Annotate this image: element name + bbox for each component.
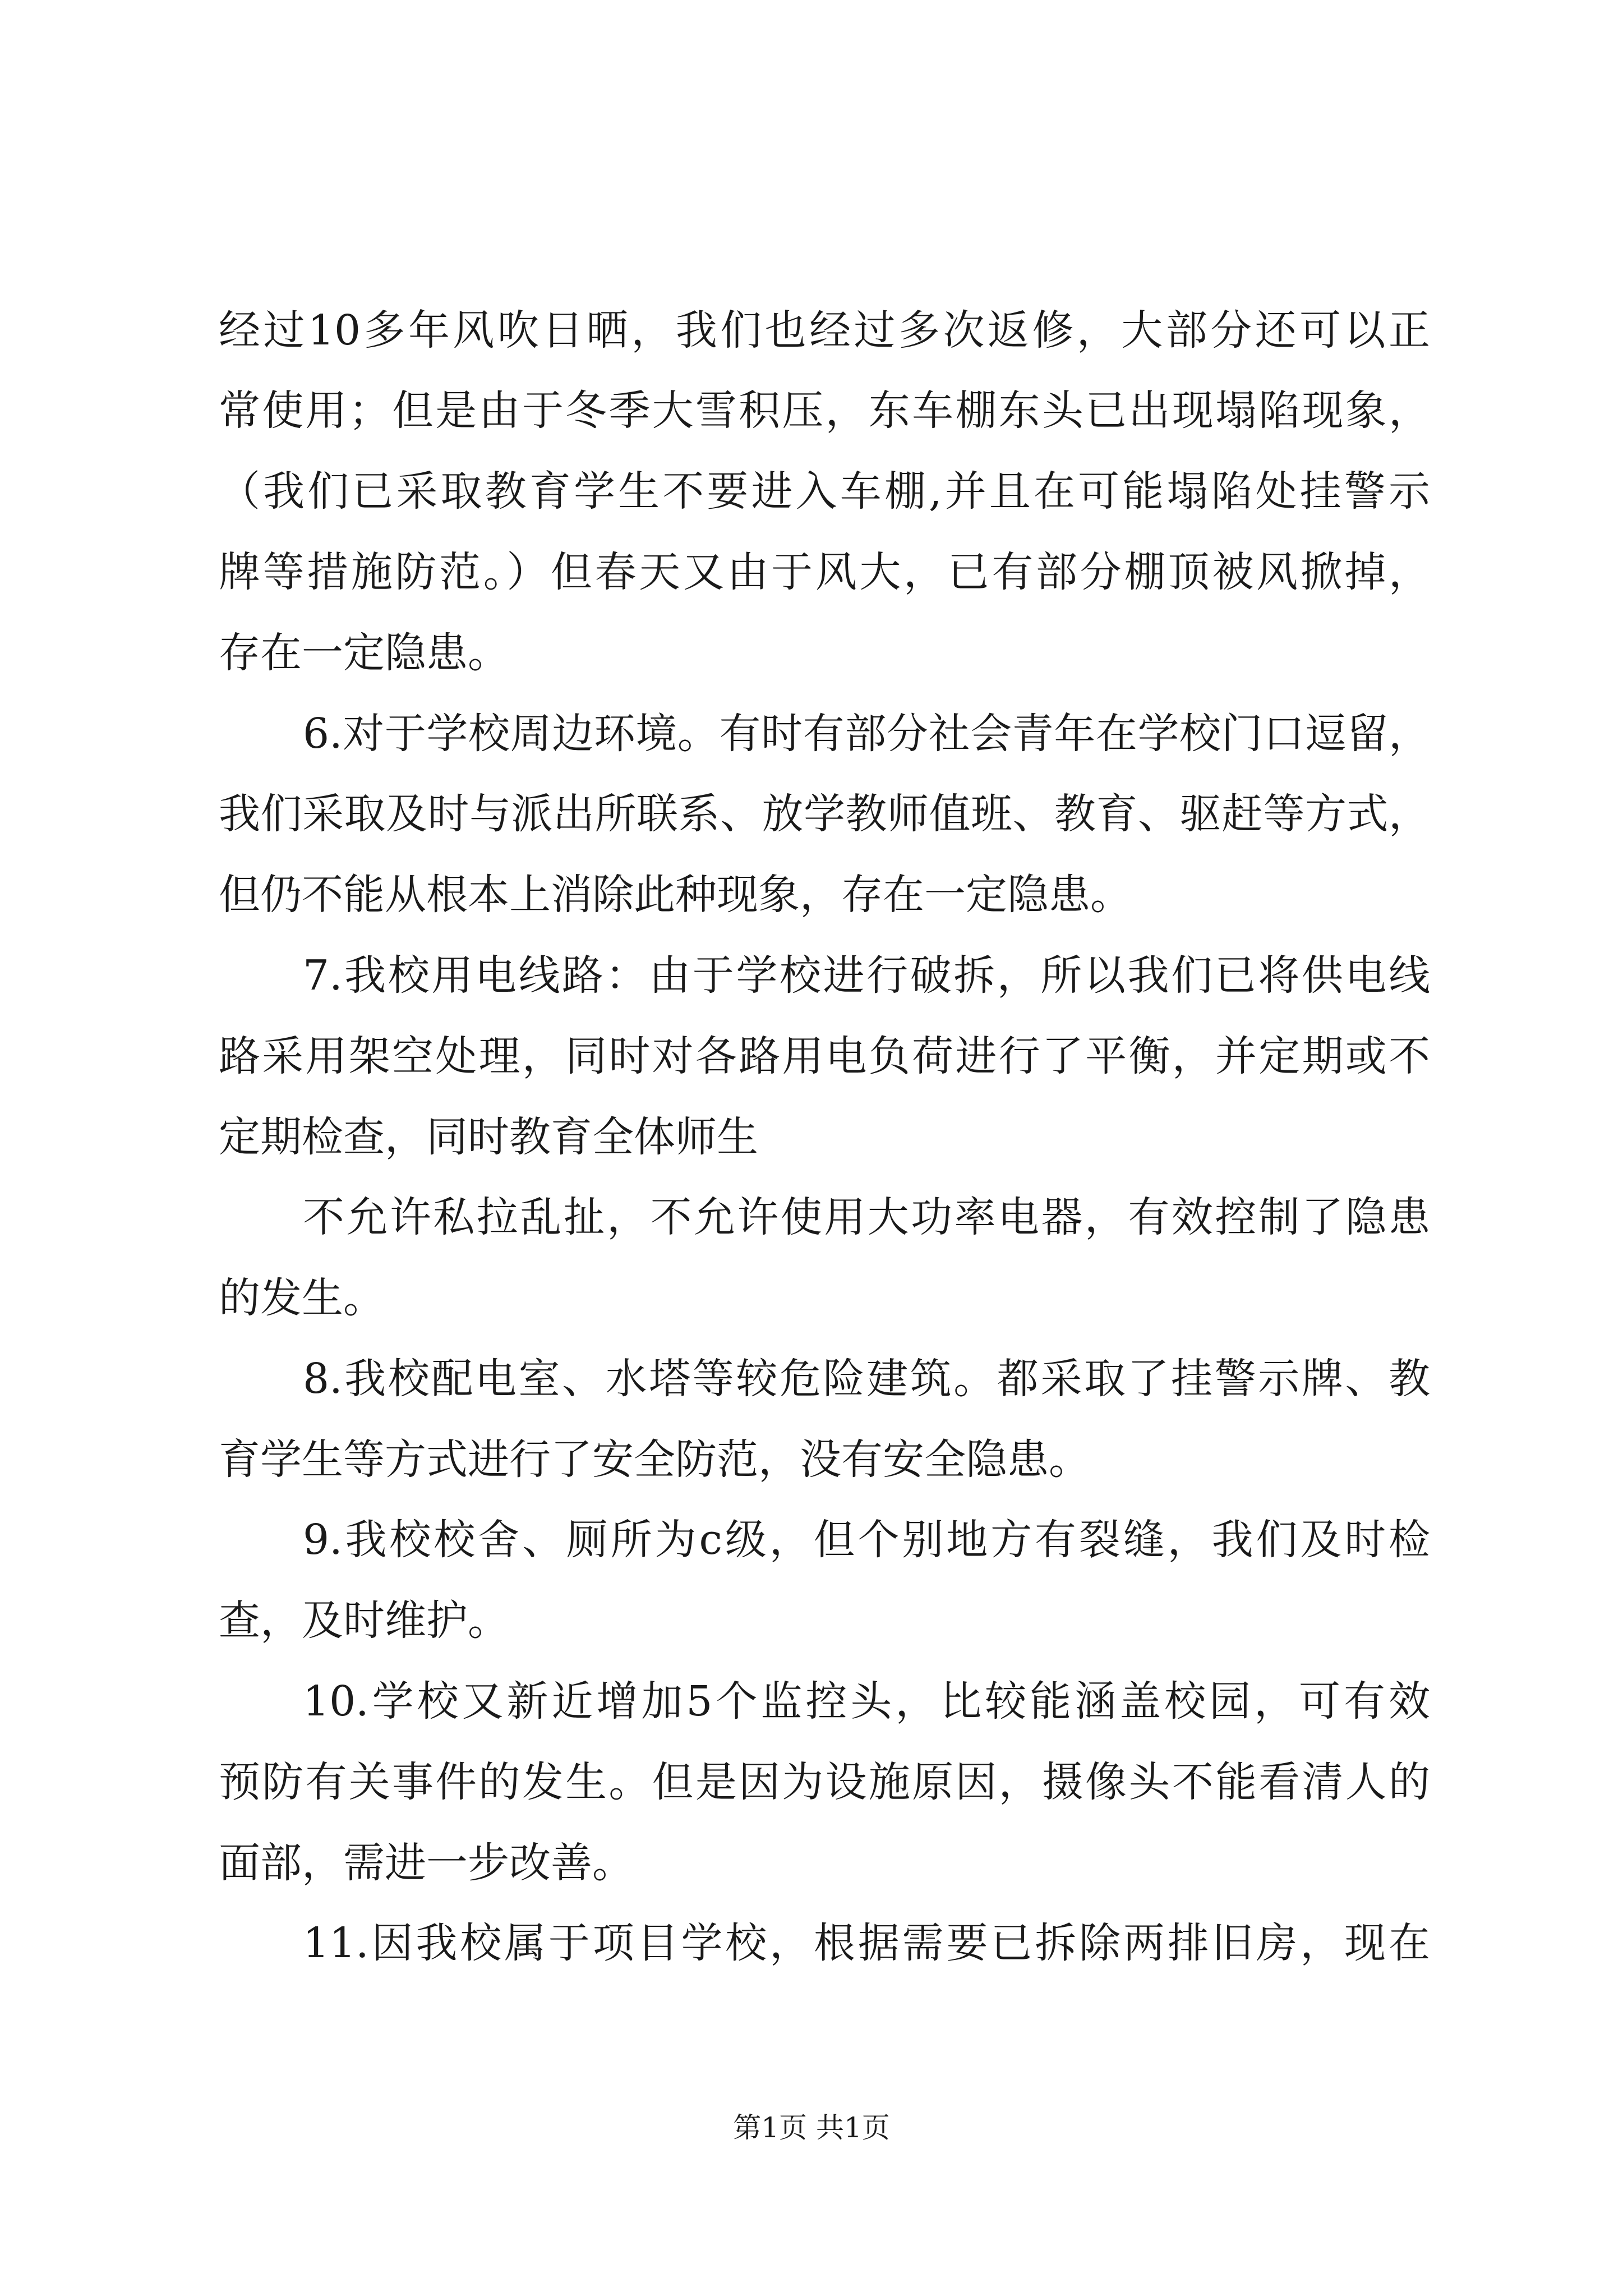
text-line: 不允许私拉乱扯，不允许使用大功率电器，有效控制了隐患 (303, 1193, 1430, 1241)
text-line: 但仍不能从根本上消除此种现象，存在一定隐患。 (219, 871, 1132, 919)
text-line: 路采用架空处理，同时对各路用电负荷进行了平衡，并定期或不 (219, 1032, 1430, 1080)
text-line: 存在一定隐患。 (219, 629, 509, 677)
text-line: 7.我校用电线路：由于学校进行破拆，所以我们已将供电线 (303, 951, 1430, 1000)
text-line: 定期检查，同时教育全体师生 (219, 1113, 758, 1161)
text-line: 6.对于学校周边环境。有时有部分社会青年在学校门口逗留， (303, 710, 1430, 758)
text-line: 我们采取及时与派出所联系、放学教师值班、教育、驱赶等方式， (219, 790, 1430, 838)
text-line: 面部，需进一步改善。 (219, 1839, 634, 1887)
text-line: 经过10多年风吹日晒，我们也经过多次返修，大部分还可以正 (219, 306, 1430, 355)
text-line: 10.学校又新近增加5个监控头，比较能涵盖校园，可有效 (303, 1677, 1430, 1726)
text-line: （我们已采取教育学生不要进入车棚,并且在可能塌陷处挂警示 (219, 467, 1430, 516)
text-line: 8.我校配电室、水塔等较危险建筑。都采取了挂警示牌、教 (303, 1355, 1430, 1403)
text-line: 9.我校校舍、厕所为c级，但个别地方有裂缝，我们及时检 (303, 1516, 1430, 1564)
text-line: 的发生。 (219, 1274, 385, 1322)
text-line: 常使用；但是由于冬季大雪积压，东车棚东头已出现塌陷现象， (219, 386, 1430, 435)
text-line: 查，及时维护。 (219, 1596, 509, 1645)
page-number-footer: 第1页 共1页 (733, 2111, 890, 2144)
text-line: 育学生等方式进行了安全防范，没有安全隐患。 (219, 1435, 1090, 1484)
text-line: 牌等措施防范。）但春天又由于风大，已有部分棚顶被风掀掉， (219, 548, 1430, 596)
text-line: 预防有关事件的发生。但是因为设施原因，摄像头不能看清人的 (219, 1758, 1430, 1806)
text-line: 11.因我校属于项目学校，根据需要已拆除两排旧房，现在 (303, 1919, 1430, 1967)
